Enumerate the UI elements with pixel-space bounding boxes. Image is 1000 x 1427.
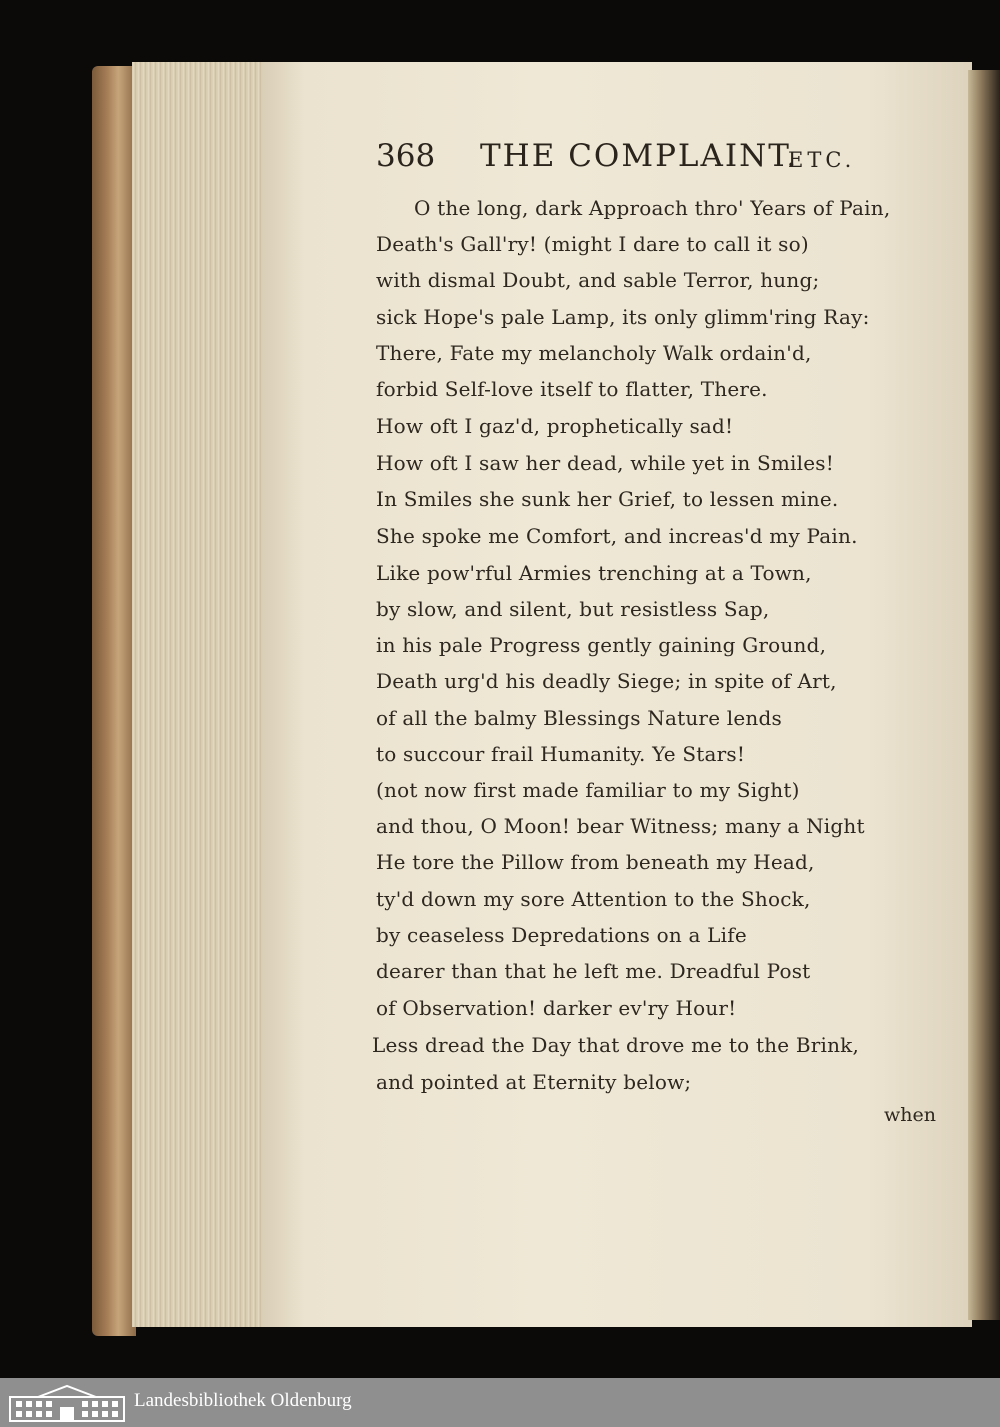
verse-line: to succour frail Humanity. Ye Stars! [376,742,746,766]
verse-line: O the long, dark Approach thro' Years of Pain, [414,196,891,220]
library-name: Landesbibliothek Oldenburg [134,1390,352,1411]
verse-line: In Smiles she sunk her Grief, to lessen mine. [376,487,839,511]
verse-line: Less dread the Day that drove me to the Brink, [372,1033,860,1057]
verse-line: by slow, and silent, but resistless Sap, [376,597,770,621]
verse-line: of all the balmy Blessings Nature lends [376,706,782,730]
verse-line: (not now first made familiar to my Sight) [376,778,800,802]
verse-line: How oft I saw her dead, while yet in Smiles! [376,451,834,475]
verse-line: Death's Gall'ry! (might I dare to call it so) [376,232,809,256]
running-title: THE COMPLAINT. [480,138,799,174]
catchword: when [884,1104,936,1126]
verse-line: forbid Self-love itself to flatter, There. [376,377,768,401]
verse-line: There, Fate my melancholy Walk ordain'd, [376,341,812,365]
verse-line: sick Hope's pale Lamp, its only glimm'ring Ray: [376,305,870,329]
verse-line: dearer than that he left me. Dreadful Post [376,959,811,983]
verse-line: Death urg'd his deadly Siege; in spite of Art, [376,669,837,693]
verse-line: and thou, O Moon! bear Witness; many a Night [376,814,865,838]
verse-line: Like pow'rful Armies trenching at a Town, [376,561,812,585]
verse-line: of Observation! darker ev'ry Hour! [376,996,737,1020]
verse-line: He tore the Pillow from beneath my Head, [376,850,815,874]
verse-line: by ceaseless Depredations on a Life [376,923,747,947]
running-title-etc: ETC. [788,148,856,172]
verse-line: in his pale Progress gently gaining Ground, [376,633,827,657]
library-building-icon [8,1383,126,1423]
verse-line: ty'd down my sore Attention to the Shock, [376,887,811,911]
verse-line: and pointed at Eternity below; [376,1070,692,1094]
page-number: 368 [376,138,436,174]
verse-line: She spoke me Comfort, and increas'd my Pain. [376,524,858,548]
verse-line: with dismal Doubt, and sable Terror, hung; [376,268,820,292]
footer-bar [0,1378,1000,1427]
verse-line: How oft I gaz'd, prophetically sad! [376,414,734,438]
